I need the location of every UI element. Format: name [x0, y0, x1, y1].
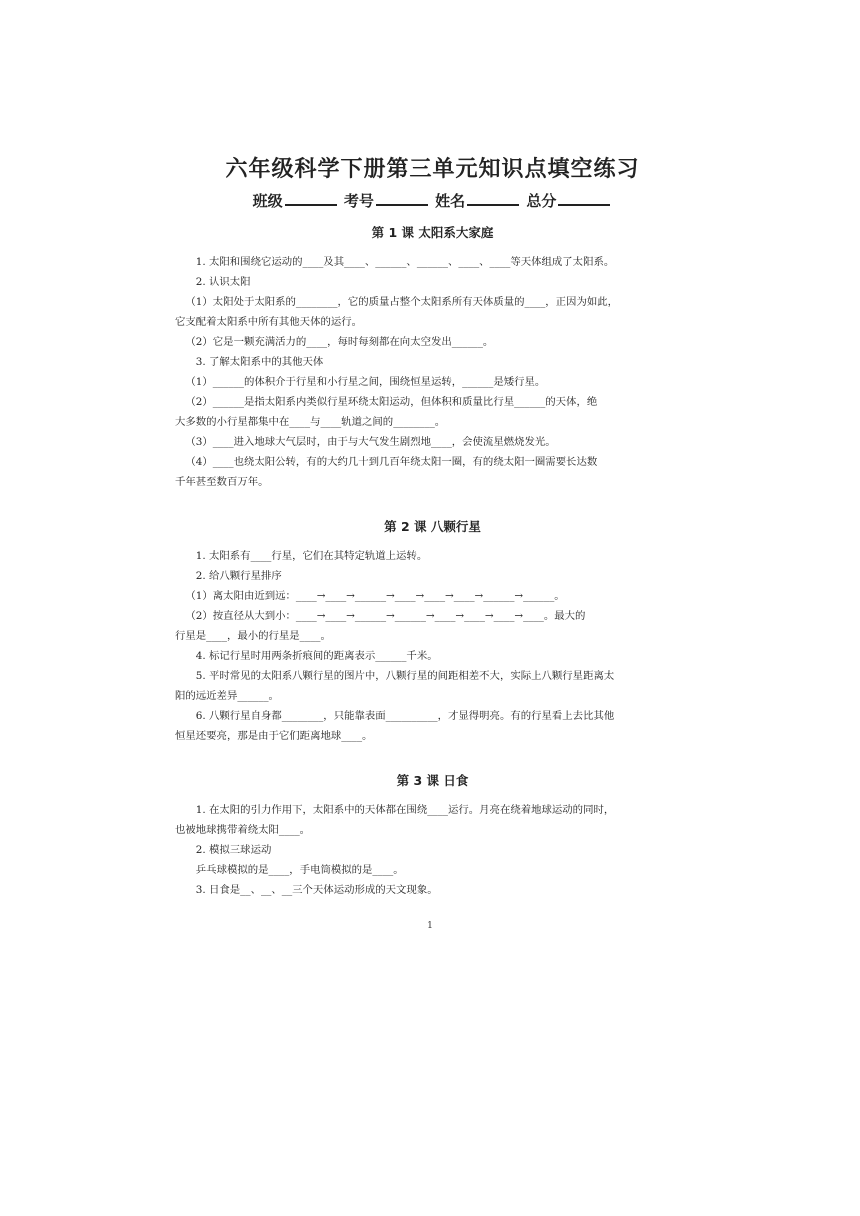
lesson-1-q3-item3: （3）____进入地球大气层时，由于与大气发生剧烈地____，会使流星燃烧发光。 [185, 436, 556, 448]
lesson-1-q2-item1-cont: 它支配着太阳系中所有其他天体的运行。 [175, 316, 363, 328]
name-blank [467, 190, 519, 206]
worksheet-title: 六年级科学下册第三单元知识点填空练习 [225, 157, 640, 182]
lesson-2-q2-item1: （1）离太阳由近到远：____→____→______→____→____→____→______→______。 [185, 590, 565, 602]
lesson-2-q5-cont: 阳的远近差异______。 [175, 690, 279, 702]
lesson-2-q1: 1. 太阳系有____行星，它们在其特定轨道上运转。 [195, 550, 428, 562]
lesson-2-q5: 5. 平时常见的太阳系八颗行星的图片中，八颗行星的间距相差不大，实际上八颗行星距离太 [195, 670, 615, 682]
lesson-3-q2-text: 乒乓球模拟的是____，手电筒模拟的是____。 [195, 864, 404, 876]
lesson-3-q3: 3. 日食是__、__、__三个天体运动形成的天文现象。 [195, 884, 438, 896]
exam-no-blank [376, 190, 428, 206]
class-blank [285, 190, 337, 206]
lesson-1-section [175, 224, 690, 492]
lesson-2-q2-item2-cont: 行星是____，最小的行星是____。 [175, 630, 331, 642]
lesson-2-q2-heading: 2. 给八颗行星排序 [195, 570, 282, 582]
worksheet-page [175, 150, 690, 900]
exam-no-label: 考号 [343, 192, 374, 210]
lesson-1-q3-item2-cont: 大多数的小行星都集中在____与____轨道之间的________。 [175, 416, 446, 428]
lesson-2-q6: 6. 八颗行星自身都________，只能靠表面__________，才显得明亮。有的行星看上去比其他 [195, 710, 615, 722]
lesson-2-title: 第 2 课 八颗行星 [384, 519, 481, 534]
lesson-2-q4: 4. 标记行星时用两条折痕间的距离表示______千米。 [195, 650, 438, 662]
lesson-3-q1: 1. 在太阳的引力作用下，太阳系中的天体都在围绕____运行。月亮在绕着地球运动的同时， [195, 804, 615, 816]
lesson-1-q3-item4: （4）____也绕太阳公转，有的大约几十到几百年绕太阳一圈，有的绕太阳一圈需要长达数 [185, 456, 598, 468]
page-number: 1 [427, 921, 433, 931]
name-label: 姓名 [435, 192, 466, 210]
lesson-1-q2-item1: （1）太阳处于太阳系的________，它的质量占整个太阳系所有天体质量的____，正因为如此， [185, 296, 619, 308]
lesson-1-q3-item1: （1）______的体积介于行星和小行星之间，围绕恒星运转，______是矮行星。 [185, 376, 546, 388]
lesson-3-section [175, 772, 690, 900]
lesson-2-q6-cont: 恒星还要亮，那是由于它们距离地球____。 [175, 730, 373, 742]
score-blank [558, 190, 610, 206]
lesson-3-title: 第 3 课 日食 [396, 773, 469, 788]
student-info-line [175, 190, 690, 212]
lesson-2-q2-item2: （2）按直径从大到小：____→____→______→______→____→____→____→____。最大的 [185, 610, 586, 622]
lesson-1-title: 第 1 课 太阳系大家庭 [371, 225, 494, 240]
class-label: 班级 [252, 192, 283, 210]
lesson-3-q1-cont: 也被地球携带着绕太阳____。 [175, 824, 311, 836]
lesson-1-q3-item4-cont: 千年甚至数百万年。 [175, 476, 269, 488]
lesson-1-q2-heading: 2. 认识太阳 [195, 276, 251, 288]
lesson-3-q2-heading: 2. 模拟三球运动 [195, 844, 272, 856]
lesson-2-section [175, 518, 690, 746]
lesson-1-q3-heading: 3. 了解太阳系中的其他天体 [195, 356, 324, 368]
lesson-1-q3-item2: （2）______是指太阳系内类似行星环绕太阳运动，但体积和质量比行星______的天体，绝 [185, 396, 598, 408]
lesson-1-q1: 1. 太阳和围绕它运动的____及其____、______、______、____、____等天体组成了太阳系。 [195, 256, 615, 268]
score-label: 总分 [526, 192, 557, 210]
lesson-1-q2-item2: （2）它是一颗充满活力的____，每时每刻都在向太空发出______。 [185, 336, 494, 348]
